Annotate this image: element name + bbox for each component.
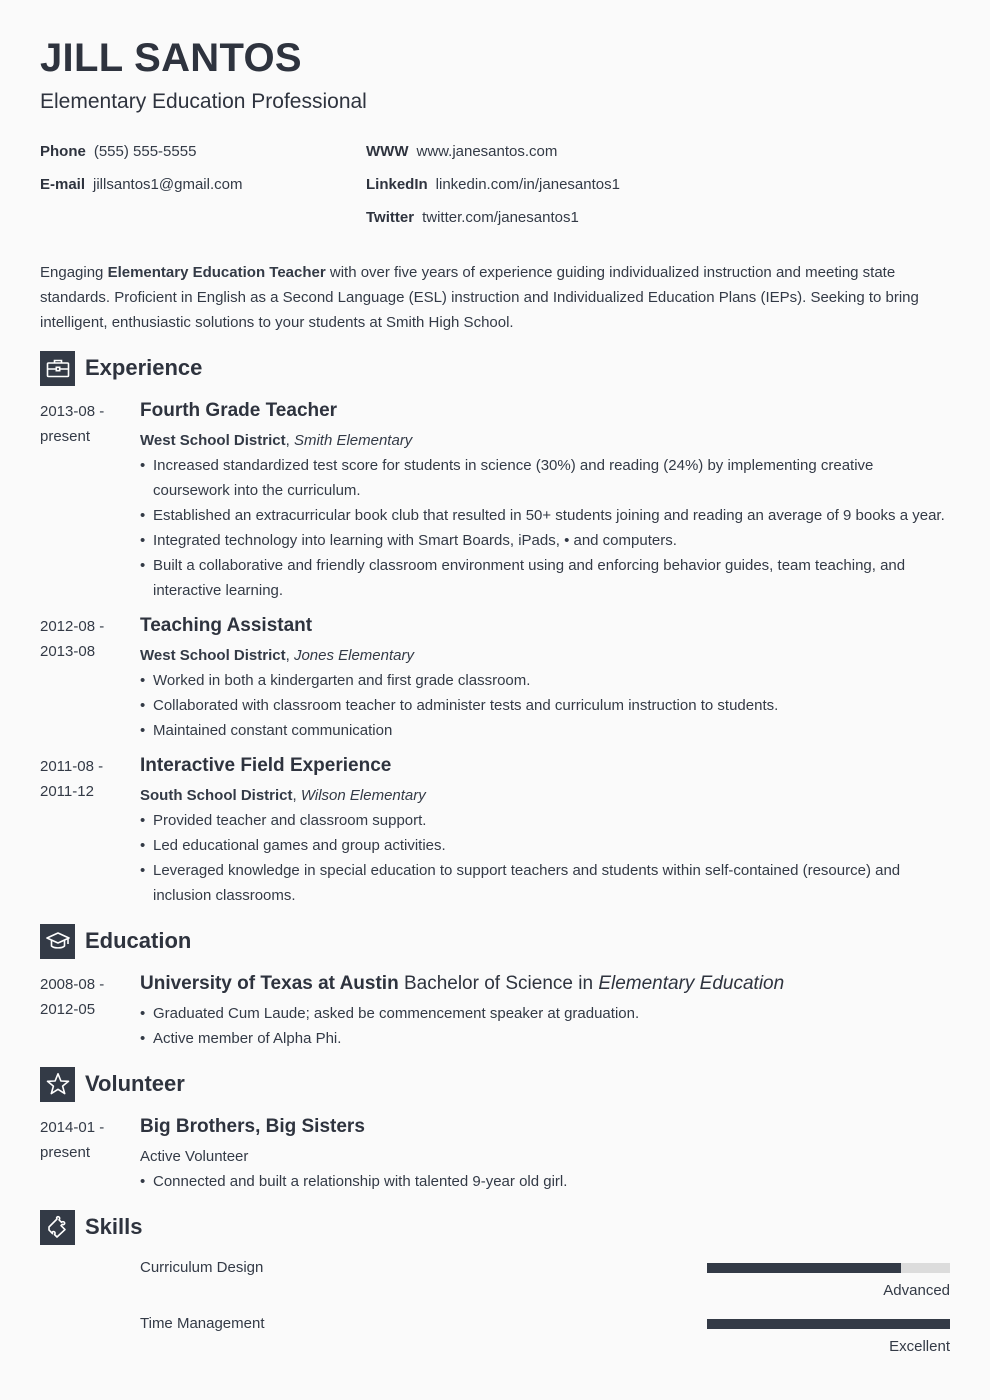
linkedin-label: LinkedIn — [366, 176, 428, 193]
education-section-header — [40, 923, 191, 959]
skill-1-level: Advanced — [883, 1282, 950, 1299]
experience-1-title: Fourth Grade Teacher — [140, 400, 338, 421]
education-1-title — [140, 973, 784, 995]
list-item: • Worked in both a kindergarten and first grade classroom. — [140, 668, 950, 693]
professional-summary — [40, 260, 950, 335]
education-heading: Education — [85, 928, 192, 953]
experience-2-dates — [40, 614, 135, 664]
phone-label: Phone — [40, 143, 86, 160]
employer: South School District — [140, 787, 293, 804]
list-item: • Provided teacher and classroom support. — [140, 808, 950, 833]
contact-linkedin — [366, 176, 620, 193]
www-value[interactable]: www.janesantos.com — [416, 143, 558, 160]
date-end: 2013-08 — [40, 643, 96, 660]
contact-email — [40, 176, 242, 193]
www-label: WWW — [366, 143, 409, 160]
skill-1-bar — [707, 1263, 950, 1273]
skill-2-name: Time Management — [140, 1315, 265, 1332]
skill-2-level: Excellent — [889, 1338, 950, 1355]
puzzle-icon — [40, 1210, 75, 1245]
experience-1-org: West School District, Smith Elementary — [140, 432, 413, 449]
volunteer-1-title: Big Brothers, Big Sisters — [140, 1116, 365, 1137]
degree: Bachelor of Science in — [398, 973, 599, 994]
volunteer-heading: Volunteer — [85, 1071, 185, 1096]
date-start: 2013-08 - — [40, 403, 105, 420]
list-item: • Active member of Alpha Phi. — [140, 1026, 950, 1051]
education-1-bullets — [140, 1001, 950, 1051]
date-start: 2008-08 - — [40, 976, 105, 993]
experience-3-org: South School District, Wilson Elementary — [140, 787, 426, 804]
list-item: • Led educational games and group activities. — [140, 833, 950, 858]
experience-heading: Experience — [85, 355, 203, 380]
list-item: • Collaborated with classroom teacher to administer tests and curriculum instruction to students. — [140, 693, 950, 718]
phone-value[interactable]: (555) 555-5555 — [93, 143, 197, 160]
skill-1-bar-fill — [707, 1263, 901, 1273]
employer: West School District — [140, 432, 286, 449]
list-item: • Connected and built a relationship with talented 9-year old girl. — [140, 1169, 950, 1194]
employer: West School District — [140, 647, 286, 664]
experience-3-bullets — [140, 808, 950, 908]
location: Wilson Elementary — [300, 787, 426, 804]
list-item: • Integrated technology into learning with Smart Boards, iPads, • and computers. — [140, 528, 950, 553]
experience-2-org: West School District, Jones Elementary — [140, 647, 414, 664]
education-1-dates — [40, 972, 135, 1022]
date-end: present — [40, 428, 91, 445]
experience-section-header — [40, 350, 202, 386]
skill-2-bar — [707, 1319, 950, 1329]
list-item: • Established an extracurricular book club that resulted in 50+ students joining and reading an average of 9 books a year. — [140, 503, 950, 528]
twitter-label: Twitter — [366, 209, 415, 226]
volunteer-section-header — [40, 1066, 185, 1102]
summary-highlight: Elementary Education Teacher — [107, 264, 326, 281]
skills-section-header — [40, 1209, 142, 1245]
briefcase-icon — [40, 351, 75, 386]
linkedin-value[interactable]: linkedin.com/in/janesantos1 — [435, 176, 620, 193]
date-start: 2011-08 - — [40, 758, 104, 775]
experience-3-title: Interactive Field Experience — [140, 755, 392, 776]
contact-twitter — [366, 209, 579, 226]
graduation-cap-icon — [40, 924, 75, 959]
summary-rest: with over five years of experience guiding individualized instruction and meeting state standards. Proficient in English as a Second Language (ESL) instruction and Individualized Education Plans (IEPs). Seeking to bring intelligent, enthusiastic solutions to your students at Smith High School. — [40, 264, 919, 331]
date-end: 2011-12 — [40, 783, 94, 800]
volunteer-1-bullets — [140, 1169, 950, 1194]
twitter-value[interactable]: twitter.com/janesantos1 — [422, 209, 579, 226]
experience-1-dates — [40, 399, 135, 449]
email-value[interactable]: jillsantos1@gmail.com — [93, 176, 243, 193]
star-icon — [40, 1067, 75, 1102]
list-item: • Increased standardized test score for students in science (30%) and reading (24%) by implementing creative coursework into the curriculum. — [140, 453, 950, 503]
list-item: • Graduated Cum Laude; asked be commencement speaker at graduation. — [140, 1001, 950, 1026]
candidate-name: JILL SANTOS — [40, 36, 302, 80]
list-item: • Leveraged knowledge in special education to support teachers and students within self-contained (resource) and inclusion classrooms. — [140, 858, 950, 908]
summary-prefix: Engaging — [40, 264, 108, 281]
list-item: • Built a collaborative and friendly classroom environment using and enforcing behavior guides, team teaching, and interactive learning. — [140, 553, 950, 603]
experience-2-bullets — [140, 668, 950, 743]
date-end: 2012-05 — [40, 1001, 96, 1018]
email-label: E-mail — [40, 176, 86, 193]
list-item: • Maintained constant communication — [140, 718, 950, 743]
volunteer-1-role: Active Volunteer — [140, 1148, 249, 1165]
date-start: 2012-08 - — [40, 618, 105, 635]
date-end: present — [40, 1144, 91, 1161]
experience-1-bullets — [140, 453, 950, 603]
skills-heading: Skills — [85, 1214, 143, 1239]
school-name: University of Texas at Austin — [140, 973, 399, 994]
date-start: 2014-01 - — [40, 1119, 105, 1136]
volunteer-1-dates — [40, 1115, 135, 1165]
location: Jones Elementary — [293, 647, 414, 664]
skill-2-bar-fill — [707, 1319, 950, 1329]
contact-www — [366, 143, 557, 160]
contact-phone — [40, 143, 196, 160]
location: Smith Elementary — [293, 432, 413, 449]
candidate-title: Elementary Education Professional — [40, 90, 367, 113]
experience-3-dates — [40, 754, 135, 804]
skill-1-name: Curriculum Design — [140, 1259, 264, 1276]
experience-2-title: Teaching Assistant — [140, 615, 313, 636]
field-of-study: Elementary Education — [598, 973, 785, 994]
